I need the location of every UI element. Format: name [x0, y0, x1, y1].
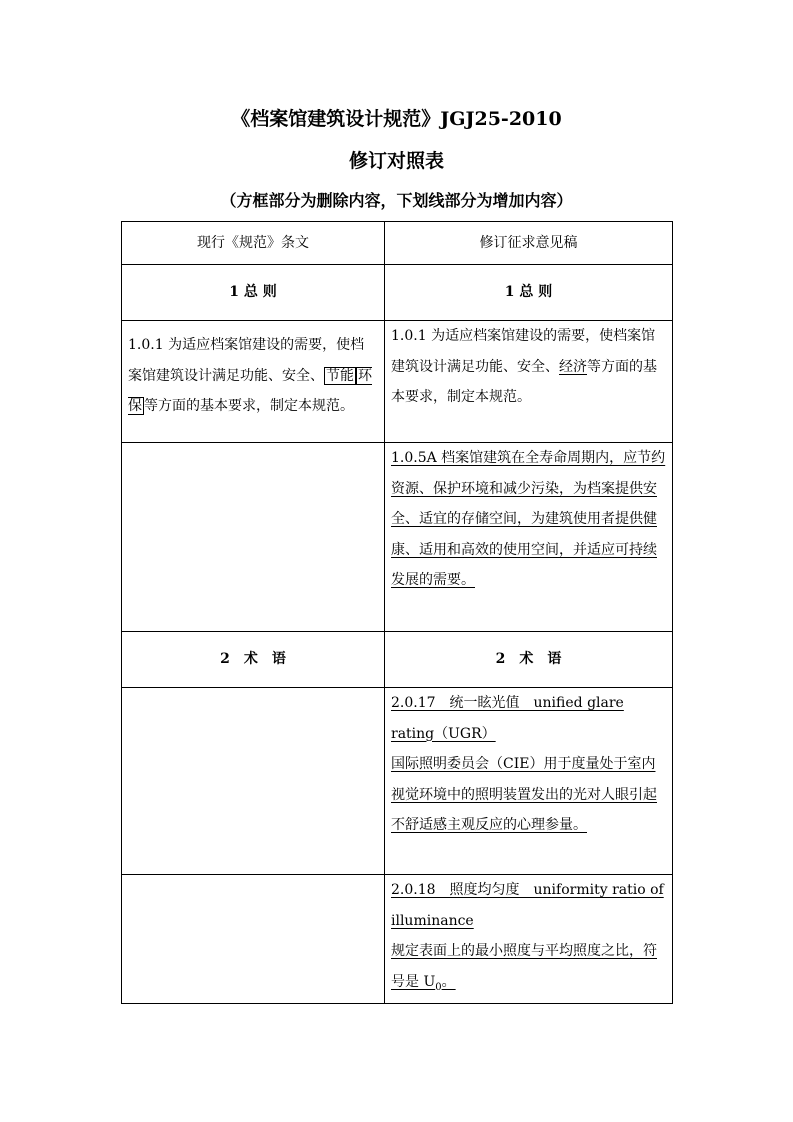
table-row — [122, 443, 673, 632]
document-title: 《档案馆建筑设计规范》JGJ25-2010 — [231, 108, 562, 130]
section-row — [122, 265, 673, 321]
header-current-clause: 现行《规范》条文 — [122, 222, 385, 265]
added-text: 1.0.5A 档案馆建筑在全寿命周期内，应节约资源、保护环境和减少污染，为档案提供安全、适宜的存储空间，为建筑使用者提供健康、适用和高效的使用空间，并适应可持续发展的需要。 — [391, 450, 666, 588]
document-subtitle: 修订对照表 — [348, 150, 444, 172]
definition-text: 。 — [441, 973, 456, 990]
header-revision-draft: 修订征求意见稿 — [385, 222, 673, 265]
comparison-table — [121, 221, 673, 1004]
section-1-right: 1 总 则 — [385, 265, 673, 321]
deleted-text-box: 节能 — [326, 367, 354, 384]
empty-cell — [122, 688, 385, 875]
added-text: 经济 — [559, 358, 587, 375]
section-row — [122, 632, 673, 688]
section-2-right: 2 术 语 — [385, 632, 673, 688]
section-1-left: 1 总 则 — [122, 265, 385, 321]
table-row — [122, 688, 673, 875]
term-2-0-18-revised — [385, 875, 673, 1004]
clause-text: 1.0.1 为适应档案馆建设的需要，使档案馆建筑设计满足功能、安全、 — [128, 337, 365, 384]
clause-1-0-1-current — [122, 321, 385, 443]
clause-1-0-1-revised — [385, 321, 673, 443]
subscript: 0 — [435, 981, 442, 993]
section-2-left: 2 术 语 — [122, 632, 385, 688]
table-row — [122, 321, 673, 443]
clause-text: 等方面的基本要求，制定本规范。 — [144, 398, 354, 414]
term-heading: 2.0.17 统一眩光值 unified glare rating（UGR） — [391, 695, 624, 742]
table-row — [122, 875, 673, 1004]
clause-text: 1.0.1 为适应档案馆建设的需要，使档案馆建筑设计满足功能、安全、 — [391, 328, 656, 375]
empty-cell — [122, 875, 385, 1004]
deleted-text-box: 环保 — [128, 367, 372, 414]
empty-cell — [122, 443, 385, 632]
table-header-row — [122, 222, 673, 265]
definition-text: 规定表面上的最小照度与平均照度之比，符号是 U — [391, 943, 657, 990]
term-definition — [391, 936, 666, 1003]
term-heading: 2.0.18 照度均匀度 uniformity ratio of illuminance — [391, 882, 664, 929]
term-definition: 国际照明委员会（CIE）用于度量处于室内视觉环境中的照明装置发出的光对人眼引起不舒适感主观反应的心理参量。 — [391, 756, 657, 833]
clause-1-0-5a-revised — [385, 443, 673, 632]
term-2-0-17-revised — [385, 688, 673, 875]
clause-text: 等方面的基本要求，制定本规范。 — [391, 358, 657, 405]
document-note: （方框部分为删除内容，下划线部分为增加内容） — [220, 191, 573, 210]
